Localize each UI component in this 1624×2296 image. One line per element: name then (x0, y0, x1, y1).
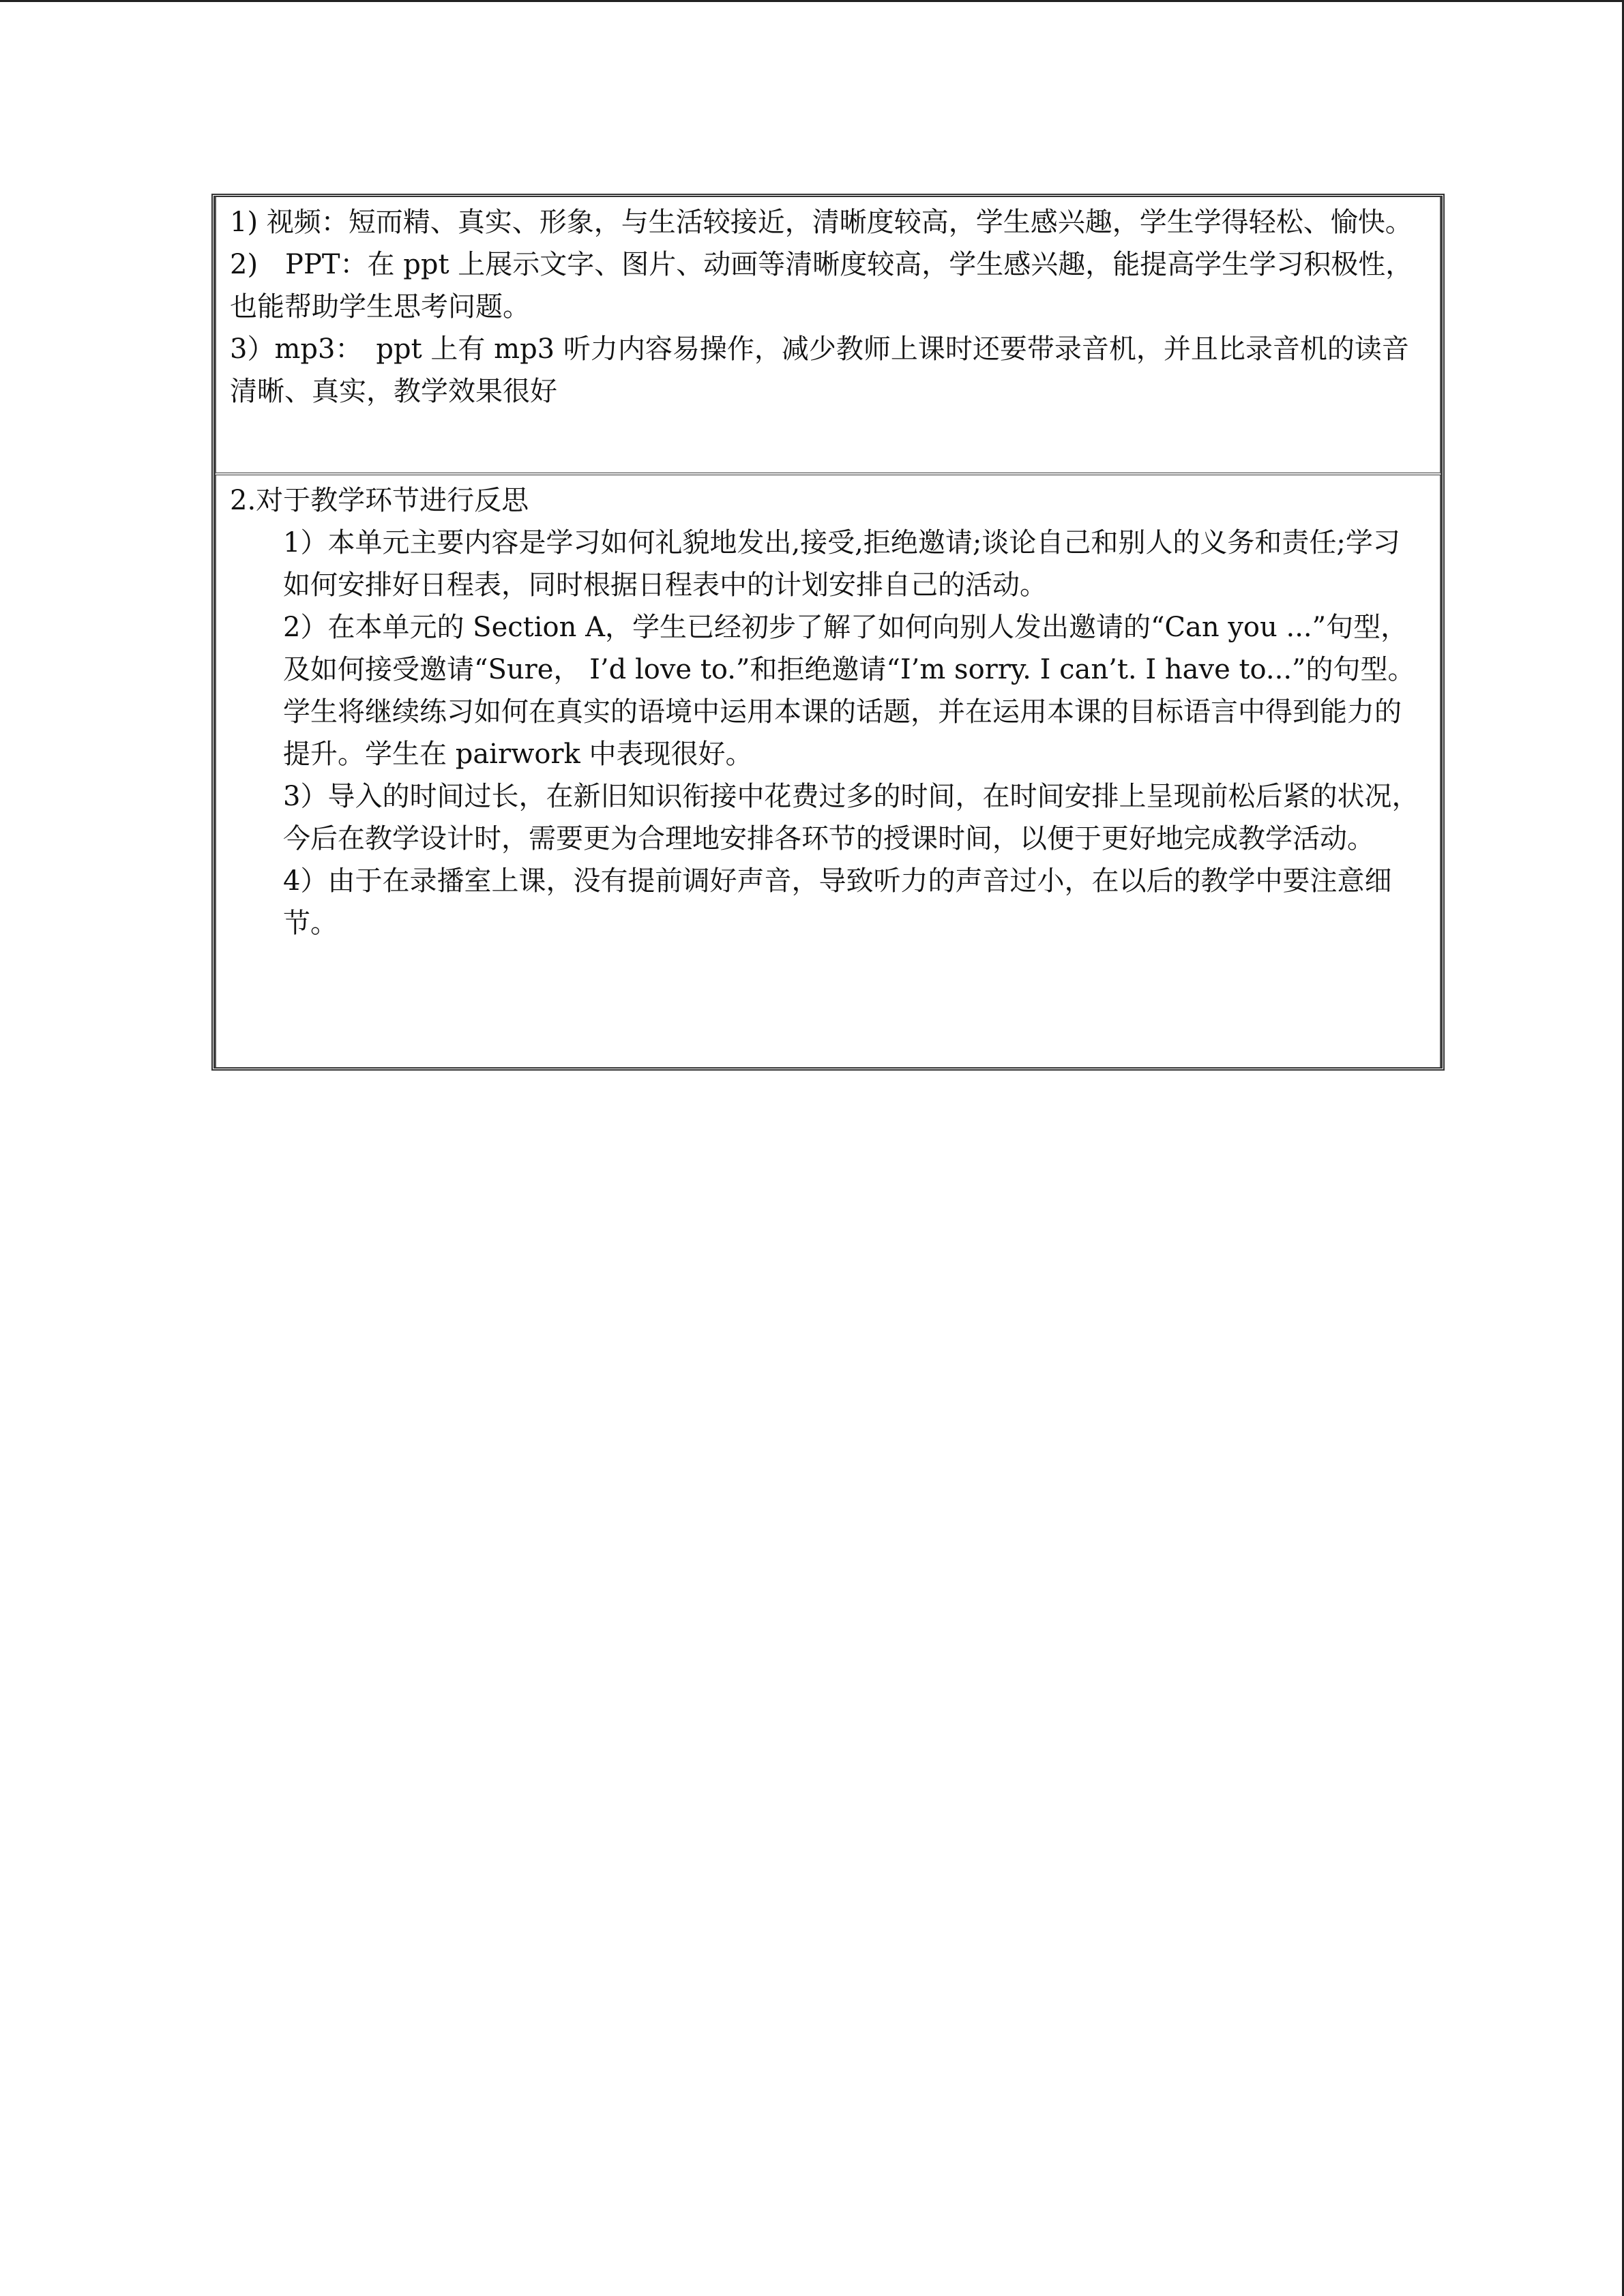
media-line-ppt: 2) PPT：在 ppt 上展示文字、图片、动画等清晰度较高，学生感兴趣，能提高学生学习积极性，也能帮助学生思考问题。 (230, 249, 1413, 323)
teaching-reflection-cell (215, 475, 1441, 1067)
reflection-paragraph-3: 3）导入的时间过长，在新旧知识衔接中花费过多的时间，在时间安排上呈现前松后紧的状况，今后在教学设计时，需要更为合理地安排各环节的授课时间，以便于更好地完成教学活动。 (283, 781, 1419, 854)
media-line-mp3: 3）mp3： ppt 上有 mp3 听力内容易操作，减少教师上课时还要带录音机，并且比录音机的读音清晰、真实，教学效果很好 (230, 333, 1409, 407)
page-top-border (0, 0, 1624, 2)
reflection-table (211, 194, 1445, 1071)
reflection-paragraph-2: 2）在本单元的 Section A，学生已经初步了解了如何向别人发出邀请的“Can you ...”句型，及如何接受邀请“Sure， I’d love to.”和拒绝邀请“I’m sorry. I can’t. I have to...”的句型。学生将继续练习如何在真实的语境中运用本课的话题，并在运用本课的目标语言中得到能力的提升。学生在 pairwork 中表现很好。 (283, 612, 1415, 770)
reflection-paragraph-4: 4）由于在录播室上课，没有提前调好声音，导致听力的声音过小，在以后的教学中要注意细节。 (283, 865, 1392, 939)
reflection-paragraph-1: 1）本单元主要内容是学习如何礼貌地发出,接受,拒绝邀请;谈论自己和别人的义务和责任;学习如何安排好日程表，同时根据日程表中的计划安排自己的活动。 (283, 527, 1400, 601)
reflection-heading: 2.对于教学环节进行反思 (230, 485, 529, 516)
media-line-video: 1) 视频：短而精、真实、形象，与生活较接近，清晰度较高，学生感兴趣，学生学得轻松、愉快。 (230, 207, 1413, 238)
media-usage-cell (215, 197, 1441, 475)
